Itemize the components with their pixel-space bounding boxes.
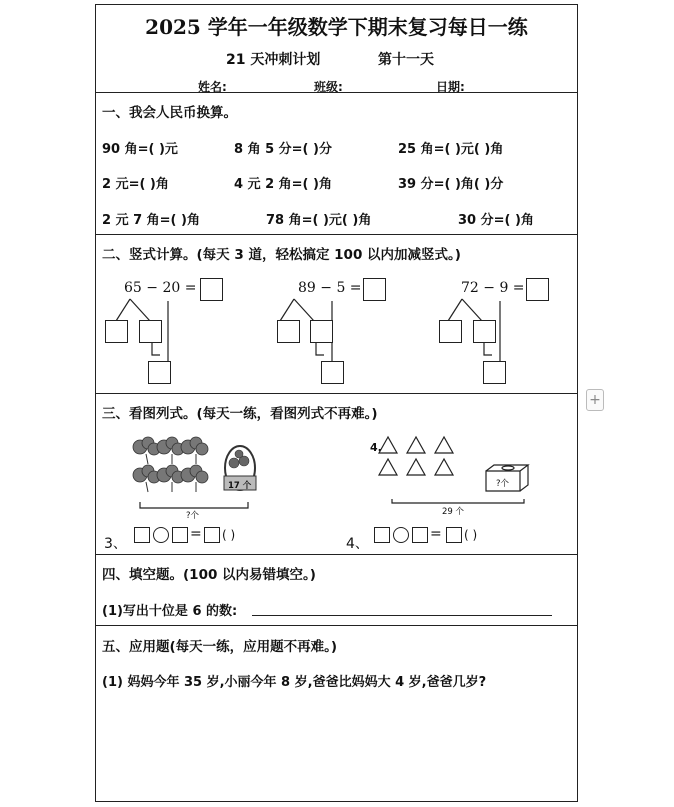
section2-heading: 二、竖式计算。(每天 3 道，轻松搞定 100 以内加减竖式。) <box>102 247 461 263</box>
split-box[interactable] <box>310 320 333 343</box>
problem4-number: 4. <box>370 441 382 454</box>
section1-heading: 一、我会人民币换算。 <box>102 105 237 121</box>
calc-problem-2: 89 − 5 = <box>298 280 362 296</box>
word-problem-1: (1) 妈妈今年 35 岁,小丽今年 8 岁,爸爸比妈妈大 4 岁,爸爸几岁? <box>102 675 487 690</box>
unit-paren: ( ) <box>464 528 478 542</box>
result-box[interactable] <box>321 361 344 384</box>
money-q4: 2 元=( )角 <box>102 177 169 192</box>
problem3-label: 3、 <box>104 536 127 552</box>
operator-circle[interactable] <box>393 527 409 543</box>
day-label: 第十一天 <box>378 52 434 68</box>
unit-paren: ( ) <box>222 528 236 542</box>
money-q8: 78 角=( )元( )角 <box>266 213 372 228</box>
total-label-right: 29 个 <box>442 507 465 517</box>
triangles-picture <box>376 435 556 520</box>
money-q5: 4 元 2 角=( )角 <box>234 177 332 192</box>
equation-box[interactable] <box>134 527 150 543</box>
problem4-label: 4、 <box>346 536 369 552</box>
calc-problem-1: 65 − 20 = <box>124 280 197 296</box>
equals-sign: = <box>190 526 202 542</box>
box-label: ?个 <box>496 479 510 489</box>
add-button[interactable]: + <box>586 389 604 411</box>
equals-sign: = <box>430 526 442 542</box>
split-box[interactable] <box>277 320 300 343</box>
split-lines-1 <box>96 5 579 405</box>
result-box[interactable] <box>483 361 506 384</box>
money-q3: 25 角=( )元( )角 <box>398 142 504 157</box>
section5-heading: 五、应用题(每天一练，应用题不再难。) <box>102 639 338 655</box>
split-box[interactable] <box>105 320 128 343</box>
section4-heading: 四、填空题。(100 以内易错填空。) <box>102 567 316 583</box>
calc-problem-3: 72 − 9 = <box>461 280 525 296</box>
fill-q1: (1)写出十位是 6 的数: <box>102 604 238 619</box>
worksheet <box>95 4 578 802</box>
money-q6: 39 分=( )角( )分 <box>398 177 504 192</box>
money-q7: 2 元 7 角=( )角 <box>102 213 200 228</box>
operator-circle[interactable] <box>153 527 169 543</box>
equation-box[interactable] <box>374 527 390 543</box>
equation-box[interactable] <box>172 527 188 543</box>
total-label-left: ?个 <box>186 511 200 521</box>
split-box[interactable] <box>439 320 462 343</box>
basket-label: 17 个 <box>228 481 252 491</box>
answer-box[interactable] <box>363 278 386 301</box>
page-title: 2025 学年一年级数学下期末复习每日一练 <box>145 15 528 39</box>
name-label: 姓名: <box>198 80 227 94</box>
equation-box[interactable] <box>204 527 220 543</box>
plan-label: 21 天冲刺计划 <box>226 52 321 68</box>
divider <box>96 393 577 394</box>
money-q2: 8 角 5 分=( )分 <box>234 142 332 157</box>
split-box[interactable] <box>139 320 162 343</box>
divider <box>96 554 577 555</box>
answer-line[interactable] <box>252 601 552 616</box>
divider <box>96 625 577 626</box>
section3-heading: 三、看图列式。(每天一练，看图列式不再难。) <box>102 406 378 422</box>
money-q1: 90 角=( )元 <box>102 142 178 157</box>
class-label: 班级: <box>314 80 343 94</box>
equation-box[interactable] <box>446 527 462 543</box>
money-q9: 30 分=( )角 <box>458 213 534 228</box>
answer-box[interactable] <box>526 278 549 301</box>
split-box[interactable] <box>473 320 496 343</box>
equation-box[interactable] <box>412 527 428 543</box>
result-box[interactable] <box>148 361 171 384</box>
date-label: 日期: <box>436 80 465 94</box>
